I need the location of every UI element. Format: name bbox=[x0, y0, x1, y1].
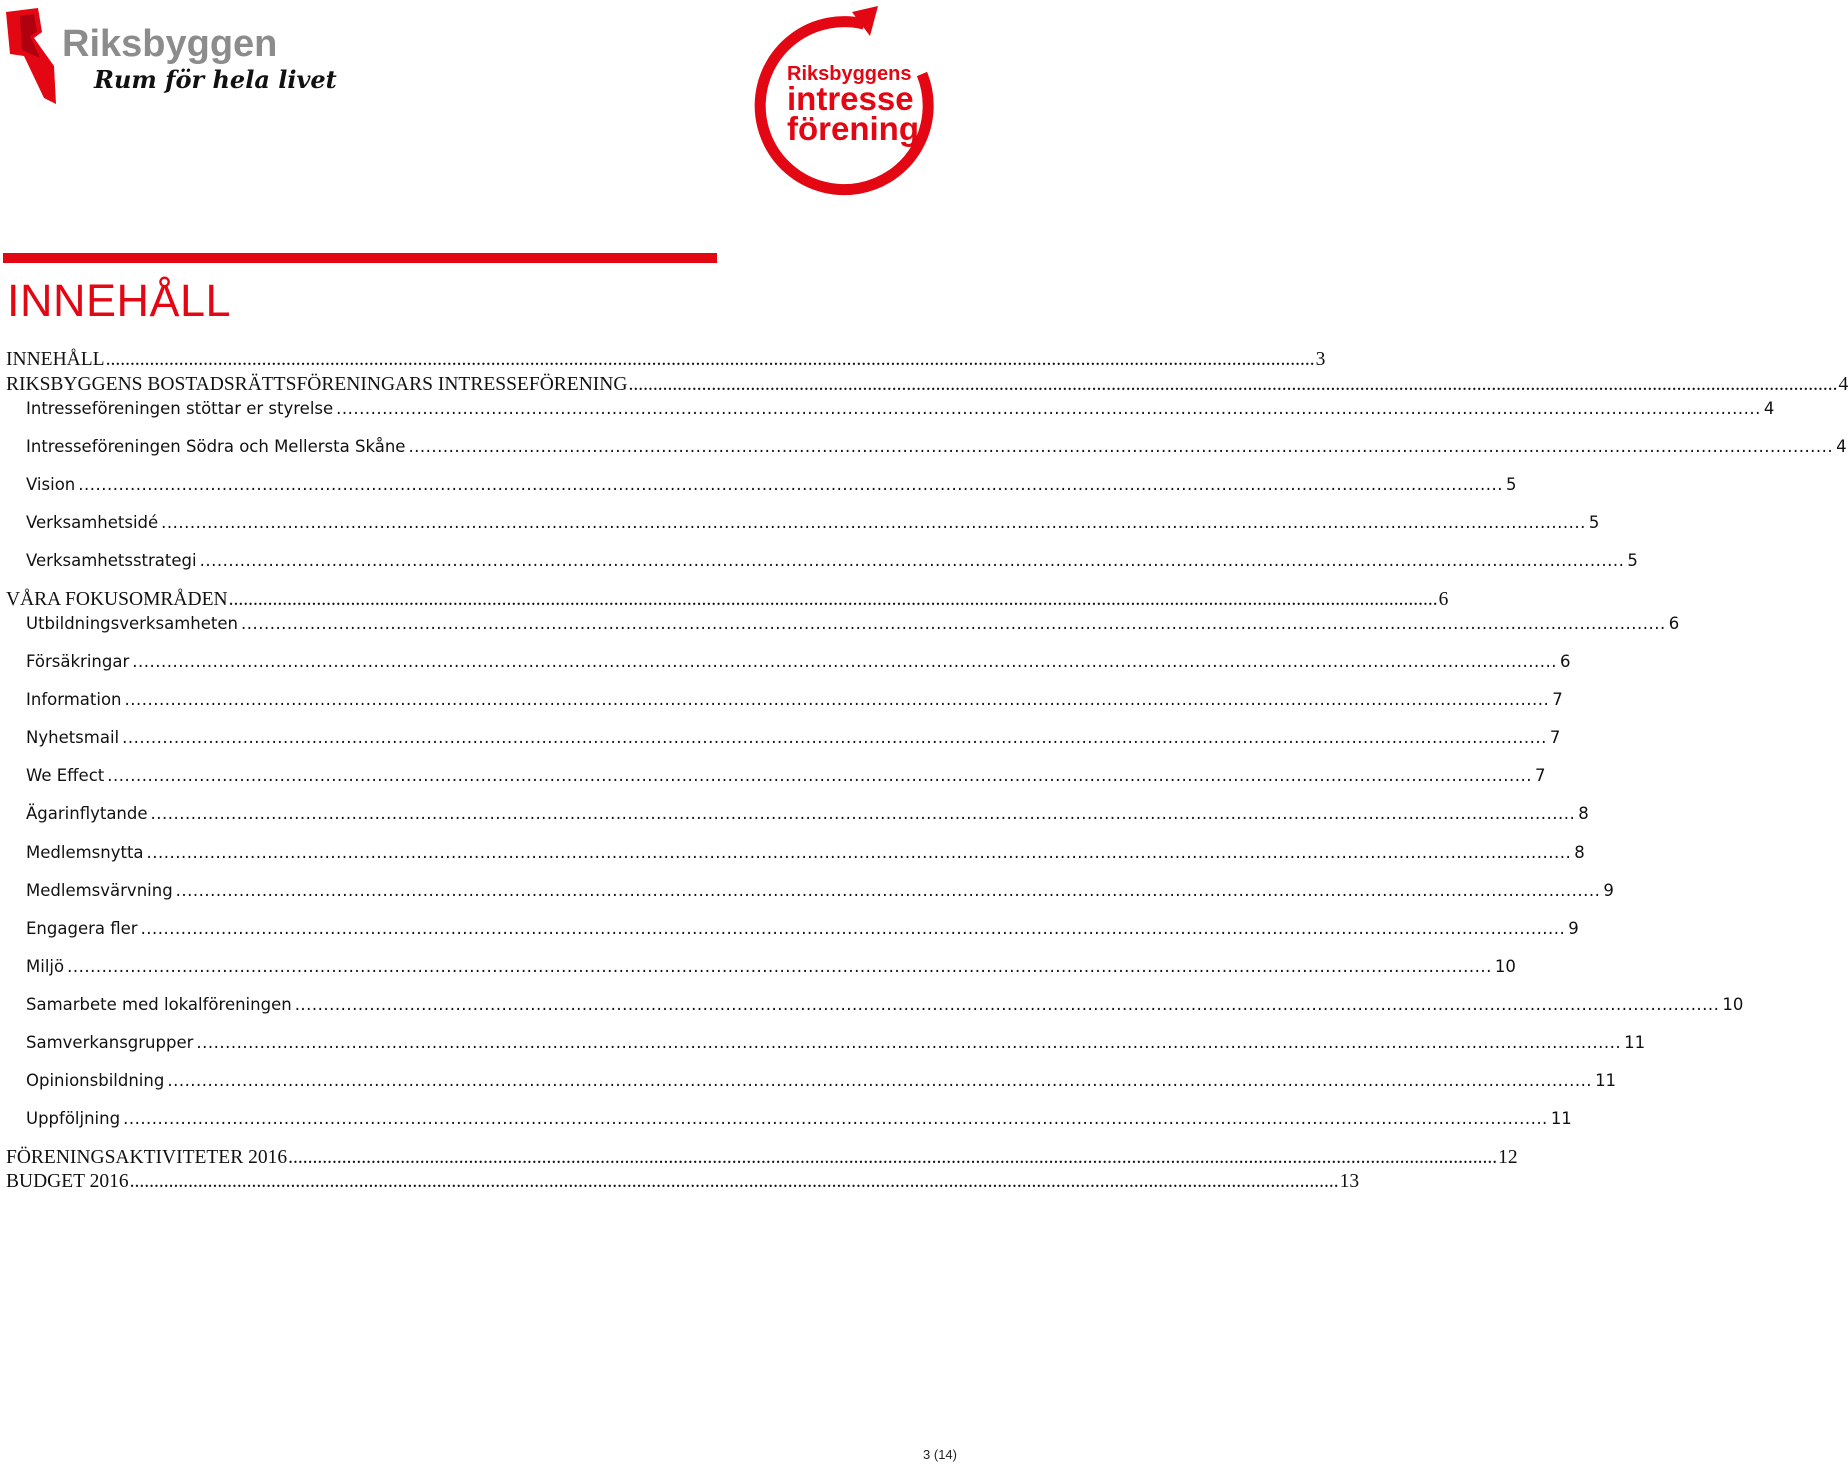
toc-entry[interactable] bbox=[26, 881, 1614, 900]
toc-entry-page: 12 bbox=[1498, 1147, 1518, 1168]
toc-entry[interactable] bbox=[26, 690, 1563, 709]
toc-entry-title: VÅRA FOKUSOMRÅDEN bbox=[6, 589, 228, 610]
logo-line-1: Riksbyggens bbox=[787, 63, 912, 85]
toc-entry[interactable] bbox=[26, 919, 1579, 938]
toc-entry-page: 4 bbox=[1763, 399, 1775, 418]
toc-entry[interactable] bbox=[6, 349, 1326, 371]
toc-leader-dots bbox=[122, 728, 1547, 747]
title-divider bbox=[3, 253, 717, 263]
toc-entry-title: Nyhetsmail bbox=[26, 728, 120, 747]
toc-leader-dots bbox=[288, 1147, 1497, 1169]
toc-entry[interactable] bbox=[6, 1147, 1518, 1169]
toc-entry-title: RIKSBYGGENS BOSTADSRÄTTSFÖRENINGARS INTRESSEFÖRENING bbox=[6, 374, 628, 395]
toc-entry-page: 6 bbox=[1668, 614, 1680, 633]
toc-entry[interactable] bbox=[26, 399, 1775, 418]
toc-entry-page: 8 bbox=[1578, 804, 1589, 823]
toc-entry-page: 3 bbox=[1315, 349, 1326, 370]
toc-entry-title: Intresseföreningen Södra och Mellersta Skåne bbox=[26, 437, 406, 456]
toc-entry-page: 7 bbox=[1552, 690, 1563, 709]
riksbyggen-tagline: Rum för hela livet bbox=[94, 65, 337, 94]
riksbyggen-logo bbox=[4, 6, 337, 108]
toc-leader-dots bbox=[151, 804, 1576, 823]
toc-entry-title: BUDGET 2016 bbox=[6, 1171, 129, 1192]
toc-entry[interactable] bbox=[26, 957, 1516, 976]
toc-leader-dots bbox=[167, 1071, 1592, 1090]
toc-entry[interactable] bbox=[26, 804, 1589, 823]
toc-entry-page: 6 bbox=[1559, 652, 1571, 671]
toc-entry-title: Ägarinflytande bbox=[26, 804, 148, 823]
toc-entry[interactable] bbox=[26, 766, 1546, 785]
toc-entry-title: INNEHÅLL bbox=[6, 349, 105, 370]
toc-entry-title: Samverkansgrupper bbox=[26, 1033, 194, 1052]
toc-entry[interactable] bbox=[26, 1109, 1572, 1128]
toc-leader-dots bbox=[196, 1033, 1621, 1052]
toc-entry-title: Information bbox=[26, 690, 122, 709]
toc-entry-page: 5 bbox=[1627, 551, 1638, 570]
toc-entry-page: 10 bbox=[1722, 995, 1744, 1014]
toc-entry-page: 5 bbox=[1588, 513, 1600, 532]
toc-entry-title: Vision bbox=[26, 475, 76, 494]
page-title: INNEHÅLL bbox=[7, 275, 232, 326]
toc-entry-title: Opinionsbildning bbox=[26, 1071, 165, 1090]
toc-leader-dots bbox=[78, 475, 1503, 494]
toc-leader-dots bbox=[176, 881, 1601, 900]
toc-leader-dots bbox=[408, 437, 1833, 456]
toc-entry-title: Samarbete med lokalföreningen bbox=[26, 995, 292, 1014]
logo-line-3: förening bbox=[787, 110, 919, 147]
toc-entry-title: Försäkringar bbox=[26, 652, 130, 671]
toc-entry-page: 9 bbox=[1568, 919, 1579, 938]
riksbyggen-wordmark: Riksbyggen bbox=[62, 23, 278, 65]
toc-entry-page: 13 bbox=[1339, 1171, 1360, 1192]
toc-entry-title: We Effect bbox=[26, 766, 105, 785]
toc-entry-page: 10 bbox=[1494, 957, 1516, 976]
toc-entry-title: Miljö bbox=[26, 957, 65, 976]
toc-entry[interactable] bbox=[26, 437, 1847, 456]
toc-leader-dots bbox=[67, 957, 1492, 976]
toc-leader-dots bbox=[130, 1171, 1339, 1193]
toc-entry[interactable] bbox=[26, 728, 1561, 747]
toc-entry-page: 7 bbox=[1534, 766, 1546, 785]
toc-entry[interactable] bbox=[6, 1171, 1360, 1193]
toc-entry-title: Engagera fler bbox=[26, 919, 138, 938]
toc-leader-dots bbox=[200, 551, 1625, 570]
toc-entry-page: 6 bbox=[1438, 589, 1449, 610]
toc-entry[interactable] bbox=[26, 995, 1744, 1014]
toc-entry-title: Verksamhetsstrategi bbox=[26, 551, 197, 570]
toc-entry-page: 4 bbox=[1836, 437, 1847, 456]
toc-entry-title: Utbildningsverksamheten bbox=[26, 614, 238, 633]
toc-leader-dots bbox=[241, 614, 1666, 633]
toc-leader-dots bbox=[141, 919, 1566, 938]
toc-leader-dots bbox=[229, 589, 1438, 611]
toc-entry-page: 11 bbox=[1624, 1033, 1646, 1052]
intresseforening-logo bbox=[752, 4, 938, 196]
toc-leader-dots bbox=[123, 1109, 1548, 1128]
logo-line-2: intresse bbox=[787, 80, 914, 117]
toc-entry-title: FÖRENINGSAKTIVITETER 2016 bbox=[6, 1147, 288, 1168]
toc-leader-dots bbox=[161, 513, 1586, 532]
toc-entry-page: 5 bbox=[1505, 475, 1517, 494]
toc-leader-dots bbox=[295, 995, 1720, 1014]
toc-entry-page: 7 bbox=[1549, 728, 1561, 747]
toc-leader-dots bbox=[147, 843, 1572, 862]
toc-leader-dots bbox=[125, 690, 1550, 709]
toc-entry-title: Medlemsnytta bbox=[26, 843, 144, 862]
toc-entry[interactable] bbox=[26, 513, 1600, 532]
toc-entry-title: Intresseföreningen stöttar er styrelse bbox=[26, 399, 334, 418]
toc-entry-page: 11 bbox=[1550, 1109, 1572, 1128]
toc-entry[interactable] bbox=[26, 652, 1571, 671]
toc-entry-title: Medlemsvärvning bbox=[26, 881, 173, 900]
page-number: 3 (14) bbox=[923, 1447, 957, 1462]
toc-entry[interactable] bbox=[6, 374, 1848, 396]
toc-entry[interactable] bbox=[26, 475, 1517, 494]
toc-leader-dots bbox=[106, 349, 1315, 371]
toc-leader-dots bbox=[132, 652, 1557, 671]
toc-entry[interactable] bbox=[26, 614, 1680, 633]
toc-leader-dots bbox=[336, 399, 1761, 418]
toc-entry[interactable] bbox=[26, 843, 1585, 862]
toc-leader-dots bbox=[107, 766, 1532, 785]
toc-entry[interactable] bbox=[26, 551, 1638, 570]
toc-entry-title: Verksamhetsidé bbox=[26, 513, 159, 532]
toc-entry-title: Uppföljning bbox=[26, 1109, 121, 1128]
toc-entry-page: 9 bbox=[1603, 881, 1614, 900]
toc-entry-page: 8 bbox=[1574, 843, 1585, 862]
toc-entry-page: 11 bbox=[1595, 1071, 1617, 1090]
toc-entry[interactable] bbox=[26, 1033, 1646, 1052]
toc-entry-page: 4 bbox=[1838, 374, 1848, 395]
toc-leader-dots bbox=[628, 374, 1837, 396]
toc-entry[interactable] bbox=[6, 589, 1449, 611]
toc-entry[interactable] bbox=[26, 1071, 1617, 1090]
